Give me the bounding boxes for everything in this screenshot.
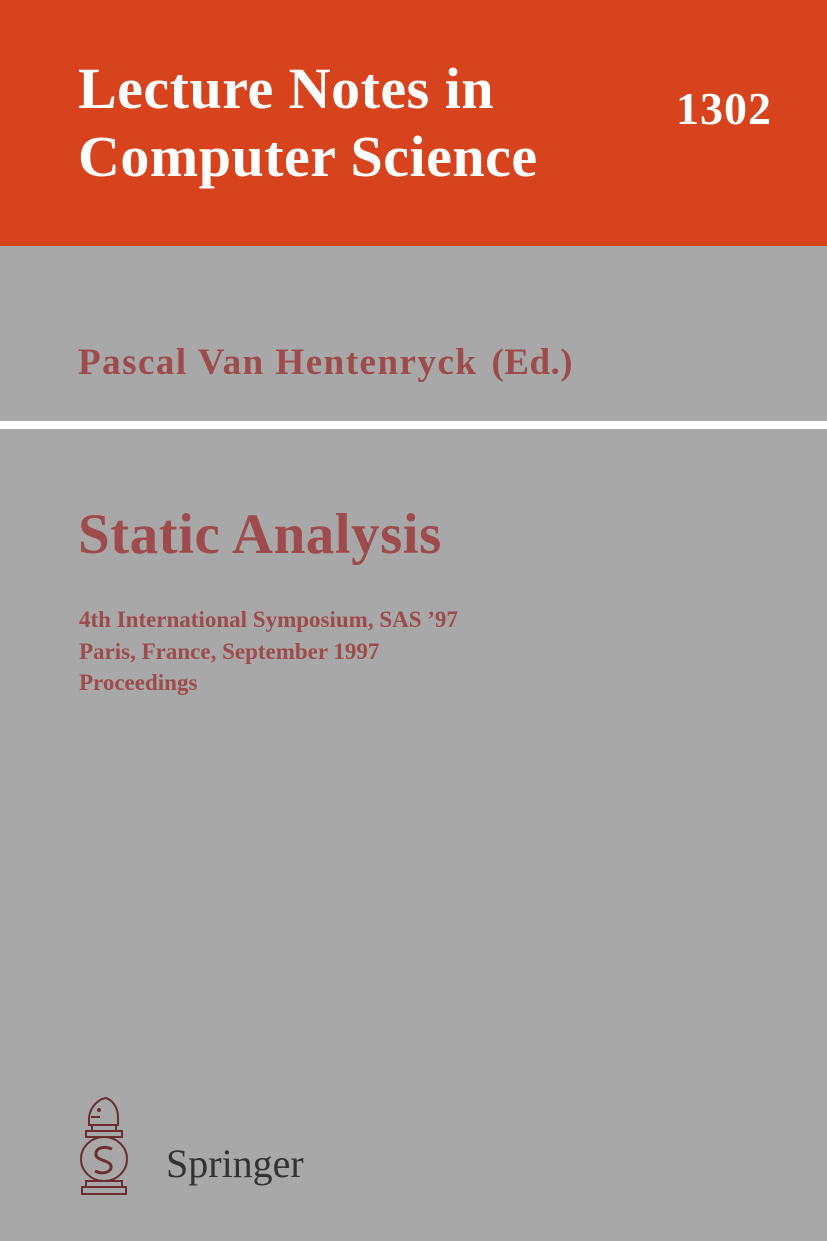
editor-name: Pascal Van Hentenryck [78, 342, 478, 383]
subtitle-line-3: Proceedings [79, 670, 198, 696]
series-title-line-1: Lecture Notes in [78, 56, 495, 121]
divider-rule [0, 421, 827, 429]
book-title: Static Analysis [78, 503, 442, 566]
publisher-block [72, 1091, 304, 1201]
book-subtitle [79, 604, 458, 699]
volume-number: 1302 [676, 83, 772, 134]
subtitle-line-2: Paris, France, September 1997 [79, 638, 380, 664]
subtitle-line-1: 4th International Symposium, SAS ’97 [79, 607, 458, 632]
series-title [78, 55, 638, 192]
series-title-line-2: Computer Science [78, 124, 538, 190]
editor-line [78, 341, 573, 384]
editor-role: (Ed.) [491, 342, 574, 383]
editor-strip [0, 246, 827, 421]
publisher-name: Springer [166, 1141, 304, 1186]
cover-body [0, 429, 827, 1241]
springer-knight-logo-icon [72, 1091, 150, 1201]
series-band [0, 0, 827, 246]
